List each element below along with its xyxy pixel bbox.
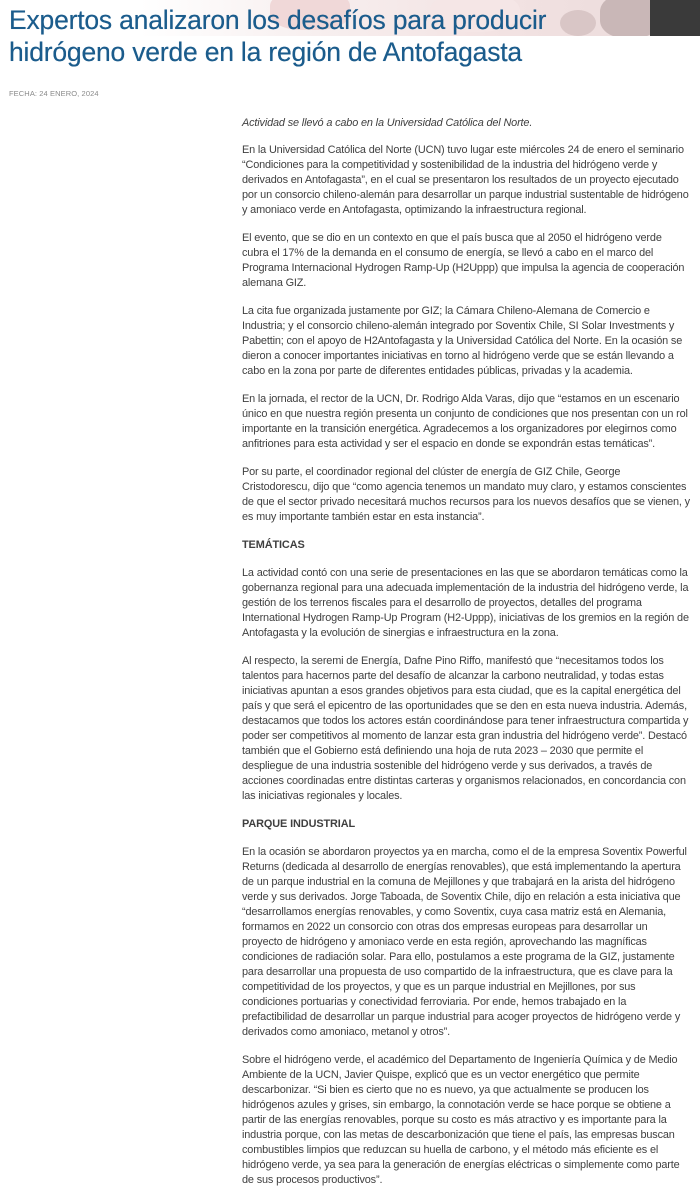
article-paragraph: La actividad contó con una serie de presentaciones en las que se abordaron temáticas como la gobernanza regional para una adecuada implementación de la industria del hidrógeno verde, la gestión de los terrenos fiscales para el desarrollo de proyectos, detalles del programa International Hydrogen Ramp-Up Program (H2-Uppp), iniciativas de los gremios en la región de Antofagasta y la evolución de sinergias e infraestructura en la zona.: [242, 567, 689, 639]
section-heading-tematicas: TEMÁTICAS: [242, 539, 305, 551]
article-paragraph: El evento, que se dio en un contexto en que el país busca que al 2050 el hidrógeno verde cubra el 17% de la demanda en el consumo de energía, se llevó a cabo en el marco del Programa Internacional Hydrogen Ramp-Up (H2Uppp) que impulsa la agencia de cooperación alemana GIZ.: [242, 232, 685, 289]
page-title: Expertos analizaron los desafíos para producir hidrógeno verde en la región de Antofagasta: [9, 5, 547, 67]
article-paragraph: La cita fue organizada justamente por GIZ; la Cámara Chileno-Alemana de Comercio e Industria; y el consorcio chileno-alemán integrado por Soventix Chile, SI Solar Investments y Pabettin; con el apoyo de H2Antofagasta y la Universidad Católica del Norte. En la ocasión se dieron a conocer importantes iniciativas en torno al hidrógeno verde que se están llevando a cabo en la zona por parte de diferentes entidades públicas, privadas y la academia.: [242, 305, 683, 377]
article-paragraph: Al respecto, la seremi de Energía, Dafne Pino Riffo, manifestó que “necesitamos todos los talentos para hacernos parte del desafío de alcanzar la carbono neutralidad, y todas estas iniciativas apuntan a esos grandes objetivos para esta ciudad, que es la capital energética del país y que será el epicentro de las oportunidades que se den en esta nueva industria. Además, destacamos que todos los actores están coordinándose para tener infraestructura compartida y poder ser competitivos al momento de lanzar esta gran industria del hidrógeno verde”. Destacó también que el Gobierno está definiendo una hoja de ruta 2023 – 2030 que permite el despliegue de una industria sostenible del hidrógeno verde y sus derivados, a través de acciones coordinadas entre distintas carteras y organismos relacionados, en concordancia con las iniciativas regionales y locales.: [242, 655, 689, 802]
article-paragraph: En la ocasión se abordaron proyectos ya en marcha, como el de la empresa Soventix Powerful Returns (dedicada al desarrollo de energías renovables), que está implementando la apertura de un parque industrial en la comuna de Mejillones y que trabajará en la arista del hidrógeno verde y sus derivados. Jorge Taboada, de Soventix Chile, dijo en relación a esta iniciativa que “desarrollamos energías renovables, y como Soventix, cuya casa matriz está en Alemania, formamos en 2022 un consorcio con otras dos empresas europeas para desarrollar un proyecto de hidrógeno y amoniaco verde en esta región, aprovechando las magníficas condiciones de radiación solar. Para ello, postulamos a este programa de la GIZ, justamente para desarrollar una propuesta de uso compartido de la infraestructura, que es clave para la competitividad de los proyectos, y que es un parque industrial en Mejillones, por sus condiciones portuarias y conectividad ferroviaria. Por ende, hemos trabajado en la prefactibilidad de desarrollar un parque industrial para acoger proyectos de hidrógeno verde y derivados como amoniaco, metanol y otros”.: [242, 846, 687, 1038]
article-lead: Actividad se llevó a cabo en la Universidad Católica del Norte.: [242, 117, 533, 129]
article-body: [242, 116, 690, 1201]
section-heading-parque-industrial: PARQUE INDUSTRIAL: [242, 818, 356, 830]
publish-date: FECHA: 24 ENERO, 2024: [9, 89, 99, 98]
article-paragraph: Por su parte, el coordinador regional del clúster de energía de GIZ Chile, George Cristodorescu, dijo que “como agencia tenemos un mandato muy claro, y estamos conscientes de que el sector privado necesitará muchos recursos para los nuevos desafíos que se vienen, y es muy importante también estar en esta instancia”.: [242, 466, 690, 523]
article-paragraph: Sobre el hidrógeno verde, el académico del Departamento de Ingeniería Química y de Medio Ambiente de la UCN, Javier Quispe, explicó que es un vector energético que permite descarbonizar. “Si bien es cierto que no es nuevo, ya que actualmente se producen los hidrógenos azules y grises, sin embargo, la connotación verde se hace porque se obtiene a partir de las energías renovables, porque su costo es más atractivo y es importante para la industria porque, con las metas de descarbonización que tiene el país, las empresas buscan combustibles limpios que reduzcan su huella de carbono, y el método más eficiente es el hidrógeno verde, ya sea para la generación de energías eléctricas o simplemente como parte de sus procesos productivos”.: [242, 1054, 680, 1186]
hero-image-shape: [650, 0, 700, 36]
article-paragraph: En la Universidad Católica del Norte (UCN) tuvo lugar este miércoles 24 de enero el seminario “Condiciones para la competitividad y sostenibilidad de la industria del hidrógeno verde y derivados en Antofagasta”, en el cual se presentaron los resultados de un proyecto ejecutado por un consorcio chileno-alemán para desarrollar un parque industrial sustentable de hidrógeno y amoniaco verde en Antofagasta, optimizando la infraestructura regional.: [242, 144, 689, 216]
article-paragraph: En la jornada, el rector de la UCN, Dr. Rodrigo Alda Varas, dijo que “estamos en un escenario único en que nuestra región presenta un conjunto de condiciones que nos presentan con un rol importante en la transición energética. Agradecemos a los organizadores por elegirnos como anfitriones para esta actividad y ser el espacio en donde se expondrán estas temáticas”.: [242, 393, 688, 450]
